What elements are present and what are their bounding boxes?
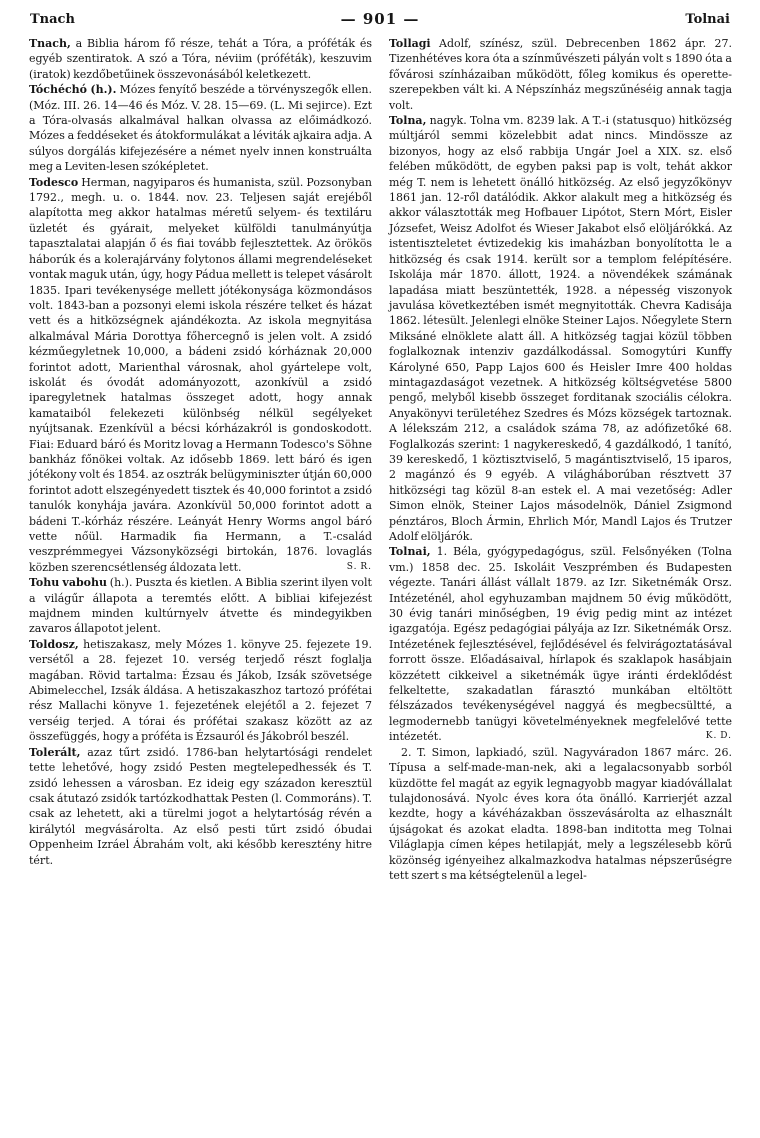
entry-text: Adolf, színész, szül. Debrecenben 1862 ápr. 27. Tizenhétéves kora óta a színművészeti pályán volt s 1890 óta a fővárosi színházaiban működött, főleg komikus és operette-szerepekben vált ki. A Népszínház megszűnéséig annak tagja volt. [389, 37, 732, 112]
entry-text: 2. T. Simon, lapkiadó, szül. Nagyváradon 1867 márc. 26. Típusa a self-made-man-nek, aki a legalacsonyabb sorból küzdötte fel magát az egyik legnagyobb magyar kiadóvállalat tulajdonosává. Nyolc éves kora óta önálló. Karrierjét azzal kezdte, hogy a kávéházakban összevásárolta az elhasznált újságokat és azokat eladta. 1898-ban inditotta meg Tolnai Világlapja címen képes hetilapját, mely a legszélesebb körű közönség igényeihez alkalmazkodva hatalmas népszerűségre tett szert s ma kétségtelenül a legel- [389, 745, 732, 882]
entry-tolnai-simon [389, 745, 732, 884]
entry-headword: Tnach, [29, 37, 71, 50]
author-signature: S. R. [346, 561, 372, 572]
entry-tolnai-bela [389, 544, 732, 744]
running-head-left: Tnach [30, 12, 75, 27]
entry-headword: Toldosz, [29, 637, 79, 651]
entry-toleralt [29, 745, 372, 868]
entry-text: a Biblia három fő része, tehát a Tóra, a próféták és egyéb szentiratok. A szó a Tóra, néviim (próféták), keszuvim (iratok) kezdőbetűinek összevonásából keletkezett. [29, 37, 372, 81]
entry-headword: Tolna, [389, 114, 427, 128]
right-column [389, 36, 732, 883]
entry-headword: Tollagi [389, 37, 431, 50]
entry-tollagi [389, 36, 732, 113]
left-column [29, 36, 372, 868]
entry-headword: Tolerált, [29, 745, 81, 759]
page-header [30, 10, 730, 30]
entry-tolna [389, 113, 732, 544]
running-head-right: Tolnai [685, 12, 730, 27]
entry-text: Mózes fenyítő beszéde a törvényszegők ellen. (Móz. III. 26. 14—46 és Móz. V. 28. 15—69. (L. Mi sejirce). Ezt a Tóra-olvasás alkalmával halkan olvassa az előimádkozó. Mózes a feddéseket és átokformulákat a léviták ajkaira adja. A súlyos dorgálás kifejezésére a német nyelv innen konstruálta meg a Leviten-lesen szóképletet. [29, 83, 373, 174]
entry-tochecho [29, 82, 372, 174]
entry-headword: Todesco [29, 175, 79, 189]
author-signature: K. D. [705, 731, 732, 742]
entry-text: hetiszakasz, mely Mózes 1. könyve 25. fejezete 19. versétől a 28. fejezet 10. verség terjedő részt foglalja magában. Rövid tartalma: Ézsau és Jákob, Izsák szövetsége Abimelecchel, Izsák áldása. A hetiszakaszhoz tartozó prófétai rész Mallachi könyve 1. fejezetének elejétől a 2. fejezet 7 verséig terjed. A tórai és prófétai szakasz között az az összefüggés, hogy a próféta is Ézsauról és Jákobról beszél. [29, 637, 372, 744]
entry-toldosz [29, 637, 372, 745]
entry-text: azaz tűrt zsidó. 1786-ban helytartósági rendelet tette lehetővé, hogy zsidó Pesten megtelepedhessék és T. zsidó lehessen a városban. Ez ideig egy századon keresztül csak átutazó zsidók tartózkodhattak Pesten (l. Commoráns). T. csak az lehetett, aki a türelmi jogot a helytartóság révén a királytól megvásárolta. Az első pesti tűrt zsidó óbudai Oppenheim Izráel Ábrahám volt, aki később keresztény hitre tért. [29, 745, 372, 867]
entry-todesco [29, 175, 372, 576]
entry-headword: Tóchéchó (h.). [29, 83, 117, 97]
entry-tnach [29, 36, 372, 82]
page-number: — 901 — [340, 10, 420, 28]
entry-tohu-vabohu [29, 575, 372, 637]
entry-text: Herman, nagyiparos és humanista, szül. Pozsonyban 1792., megh. u. o. 1844. nov. 23. Teljesen saját erejéből alapította meg akkor hatalmas méretű selyem- és textiláru üzletét és gyárait, melyeket külföldi tanulmányútja tapasztalatai alapján ő és fiai tovább fejlesztettek. Az örökös háborúk és a kolerajárvány folytonos állami megrendeléseket vontak maguk után, úgy, hogy Pádua mellett is telepet vásárolt 1835. Ipari tevékenysége mellett jótékonysága közmondásos volt. 1843-ban a pozsonyi elemi iskola részére telket és házat vett és a hitközségnek ajándékozta. Az iskola megnyitása alkalmával Mária Dorottya főhercegnő is jelen volt. A zsidó kézműegyletnek 10,000, a bádeni zsidó kórháznak 20,000 forintot adott, Marienthal városnak, ahol gyártelepe volt, iskolát és óvodát adományozott, azonkívül a zsidó iparegyletnek hatalmas összeget adott, hogy annak kamataiból felekezeti különbség nélkül segélyeket nyújtsanak. Ezenkívül a bécsi kórházakról is gondoskodott. Fiai: Eduard báró és Moritz lovag a Hermann Todesco's Söhne bankház főnökei voltak. Az idősebb 1869. lett báró és igen jótékony volt és 1854. az osztrák belügyminiszter útján 60,000 forintot adott elszegényedett tisztek és 40,000 forintot a zsidó tanulók konyhája javára. Azonkívül 50,000 forintot adott a bádeni T.-kórház részére. Leányát Henry Worms angol báró vette nőül. Harmadik fia Hermann, a T.-család veszprémmegyei Vázsonyközségi birtokán, 1876. lovaglás közben szerencsétlenség áldozata lett. [29, 175, 372, 574]
entry-headword: Tolnai, [389, 545, 431, 559]
entry-text: (h.). Puszta és kietlen. A Biblia szerint ilyen volt a világűr állapota a teremtés előtt. A bibliai kifejezést majdnem minden kultúrnyelv átvette és mindegyikben zavaros állapotot jelent. [29, 576, 372, 636]
entry-text: nagyk. Tolna vm. 8239 lak. A T.-i (statusquo) hitközség múltjáról semmi közelebbit adat nincs. Mindössze az bizonyos, hogy az első rabbija Ungár Joel a XIX. sz. első felében működött, de egyben paksi pap is volt, tehát akkor még T. nem is lehetett önálló hitközség. Az első jegyzőkönyv 1861 jan. 12-ről datálódik. Akkor alakult meg a hitközség és akkor választották meg Hofbauer Lipótot, Stern Mórt, Eisler Józsefet, Weisz Adolfot és Wieser Jakabot első elöljárókká. Az istentiszteletet évtizedekig kis imaházban bonyolította le a hitközség és csak 1914. került sor a templom felépítésére. Iskolája már 1870. állott, 1924. a növendékek számának lapadása miatt beszüntették, 1928. a népesség viszonyok javulása következtében ismét megnyitották. Chevra Kadisája 1862. létesült. Jelenlegi elnöke Steiner Lajos. Nőegylete Stern Miksáné elnöklete alatt áll. A hitközség tagjai közül többen foglalkoznak intenziv gazdálkodással. Somogytúri Kunffy Károlyné 650, Papp Lajos 600 és Heisler Imre 400 holdas mintagazdaságot vezetnek. A hitközség költségvetése 5800 pengő, melyből kisebb összeget forditanak szociális célokra. Anyakönyvi területéhez Szedres és Mózs községek tartoznak. A lélekszám 212, a családok száma 78, az adófizetőké 68. Foglalkozás szerint: 1 nagykereskedő, 4 gazdálkodó, 1 tanító, 39 kereskedő, 1 köztisztviselő, 5 magántisztviselő, 15 iparos, 2 magánzó és 9 egyéb. A világháborúban résztvett 37 hitközségi tag közül 8-an estek el. A mai vezetőség: Adler Simon elnök, Steiner Lajos másodelnök, Dániel Zsigmond pénztáros, Bloch Ármin, Ehrlich Mór, Mandl Lajos és Trutzer Adolf elöljárók. [389, 114, 732, 543]
entry-headword: Tohu vabohu [29, 576, 107, 590]
entry-text: 1. Béla, gyógypedagógus, szül. Felsőnyéken (Tolna vm.) 1858 dec. 25. Iskoláit Veszprémben és Budapesten végezte. Tanári állást vállalt 1879. az Izr. Siketnémák Orsz. Intézeténél, ahol egyhuzamban majdnem 50 évig működött, 30 évig tanári minőségben, 19 évig pedig mint az intézet igazgatója. Egész pedagógiai pályája az Izr. Siketnémák Orsz. Intézetének fejlesztésével, fejlődésével és felvirágoztatásával forrott össze. Előadásaival, hírlapok és szaklapok hasábjain közzétett cikkeivel a siketnémák ügye iránti érdeklődést felkeltette, szakadatlan fárasztó munkában eltöltött félszázados tevékenységével naggyá és megbecsültté, a legmodernebb tanügyi követelményeknek megfelelővé tette intézetét. [389, 545, 732, 744]
